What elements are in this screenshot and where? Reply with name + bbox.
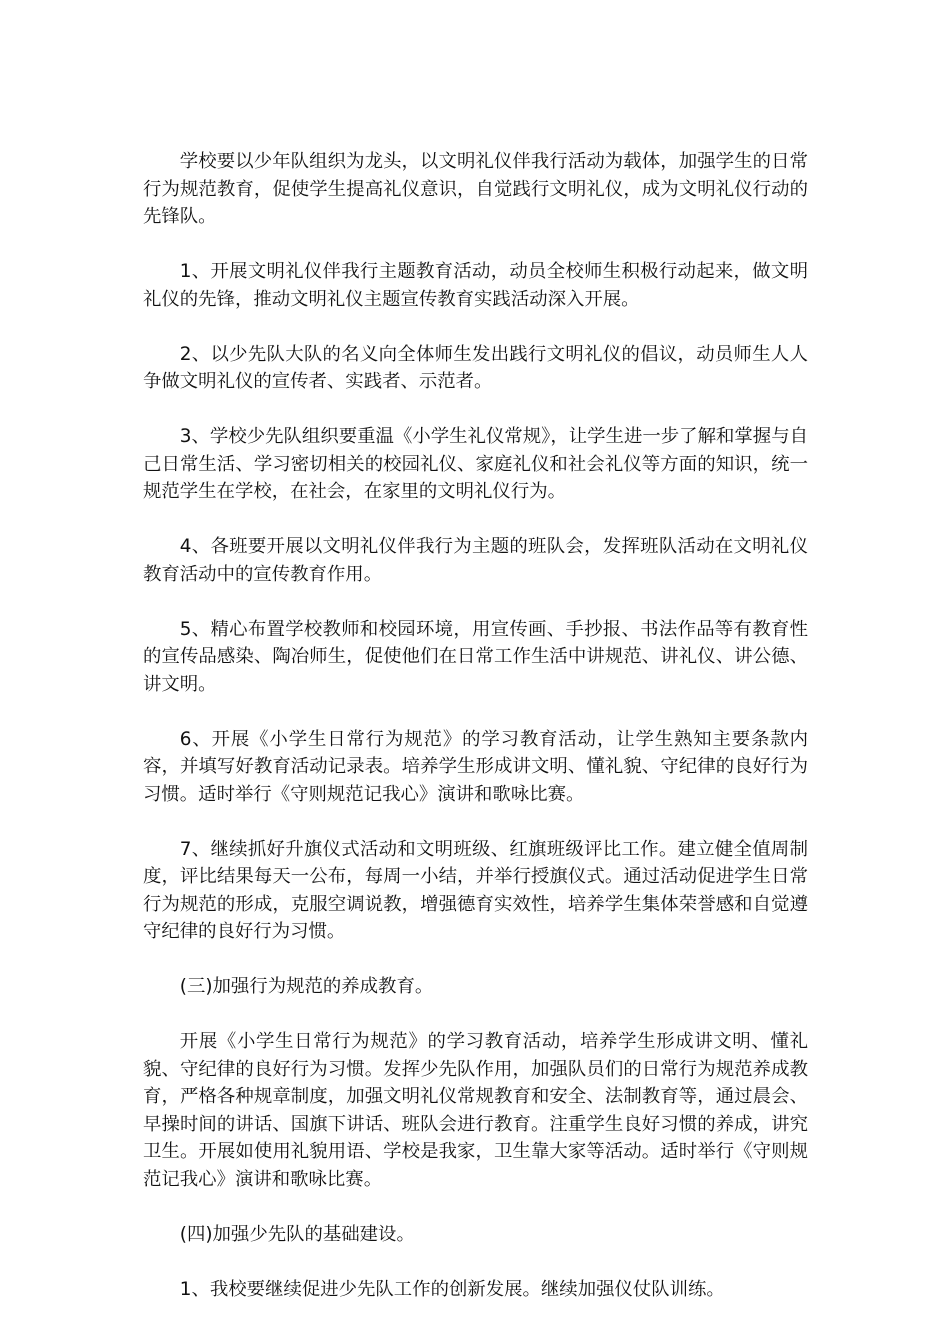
paragraph-section-3-body: 开展《小学生日常行为规范》的学习教育活动，培养学生形成讲文明、懂礼貌、守纪律的良好行为习惯。发挥少先队作用，加强队员们的日常行为规范养成教育，严格各种规章制度，加强文明礼仪常规教育和安全、法制教育等，通过晨会、早操时间的讲话、国旗下讲话、班队会进行教育。注重学生良好习惯的养成，讲究卫生。开展如使用礼貌用语、学校是我家，卫生靠大家等活动。适时举行《守则规范记我心》演讲和歌咏比赛。 [143, 1031, 808, 1190]
paragraph-item-3: 3、学校少先队组织要重温《小学生礼仪常规》，让学生进一步了解和掌握与自己日常生活、学习密切相关的校园礼仪、家庭礼仪和社会礼仪等方面的知识，统一规范学生在学校，在社会，在家里的文明礼仪行为。 [143, 426, 808, 502]
paragraph-item-4: 4、各班要开展以文明礼仪伴我行为主题的班队会，发挥班队活动在文明礼仪教育活动中的宣传教育作用。 [143, 536, 808, 585]
paragraph-item-5: 5、精心布置学校教师和校园环境，用宣传画、手抄报、书法作品等有教育性的宣传品感染、陶冶师生，促使他们在日常工作生活中讲规范、讲礼仪、讲公德、讲文明。 [143, 618, 808, 695]
document-body [143, 148, 808, 1303]
section-heading-3: (三)加强行为规范的养成教育。 [179, 976, 434, 997]
paragraph-item-1: 1、开展文明礼仪伴我行主题教育活动，动员全校师生积极行动起来，做文明礼仪的先锋，推动文明礼仪主题宣传教育实践活动深入开展。 [143, 261, 808, 310]
paragraph-item-2: 2、以少先队大队的名义向全体师生发出践行文明礼仪的倡议，动员师生人人争做文明礼仪的宣传者、实践者、示范者。 [143, 343, 808, 392]
paragraph-intro: 学校要以少年队组织为龙头，以文明礼仪伴我行活动为载体，加强学生的日常行为规范教育，促使学生提高礼仪意识，自觉践行文明礼仪，成为文明礼仪行动的先锋队。 [143, 151, 808, 227]
paragraph-item-7: 7、继续抓好升旗仪式活动和文明班级、红旗班级评比工作。建立健全值周制度，评比结果每天一公布，每周一小结，并举行授旗仪式。通过活动促进学生日常行为规范的形成，克服空调说教，增强德育实效性，培养学生集体荣誉感和自觉遵守纪律的良好行为习惯。 [143, 838, 808, 942]
paragraph-item-6: 6、开展《小学生日常行为规范》的学习教育活动，让学生熟知主要条款内容，并填写好教育活动记录表。培养学生形成讲文明、懂礼貌、守纪律的良好行为习惯。适时举行《守则规范记我心》演讲和歌咏比赛。 [143, 728, 808, 805]
paragraph-section-4-item-1: 1、我校要继续促进少先队工作的创新发展。继续加强仪仗队训练。 [179, 1278, 725, 1300]
section-heading-4: (四)加强少先队的基础建设。 [179, 1223, 415, 1245]
